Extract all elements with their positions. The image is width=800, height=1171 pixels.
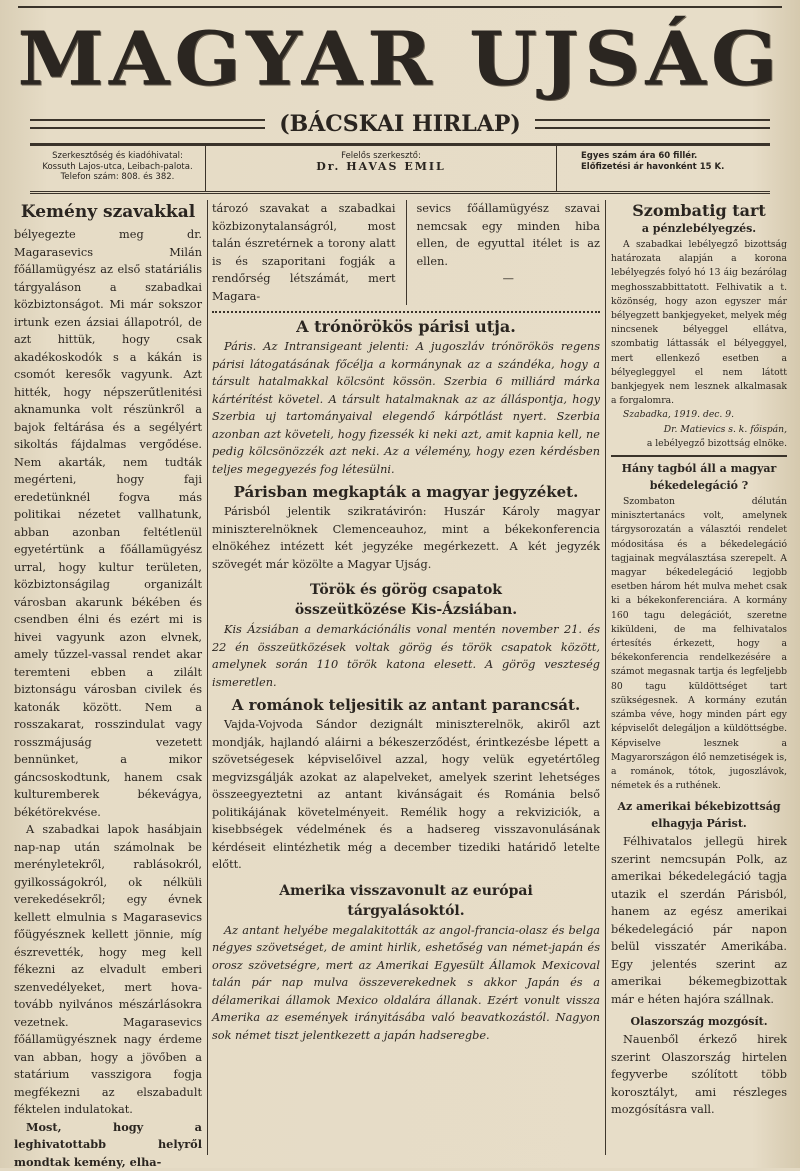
top-rule <box>18 6 782 8</box>
article-amerika: Az antant helyébe megalakitották az angol-francia-olasz és belga négyes szövetséget, de amint hirlik, eshetőség van német-japán és orosz szövetségre, mert az Amerikai Egyesült Államok Mexicoval talán pár nap mulva összeverekednek s akkor Japán és a délamerikai államok Mexico oldalára állanak. Ezért vonult vissza Amerika az események irányitásába való beavatkozástól. Nagyon sok német tiszt jelentkezett a japán hadseregbe. <box>212 922 600 1045</box>
article-szombatig-sign-2: a lebélyegző bizottság elnöke. <box>611 437 787 451</box>
editor-info <box>205 146 557 191</box>
subtitle-rule-left <box>30 119 265 129</box>
office-info <box>30 146 205 191</box>
headline-szombatig: Szombatig tart <box>611 200 787 221</box>
masthead-title: MAGYAR UJSÁG <box>17 16 782 102</box>
headline-torok-1: Török és görög csapatok <box>212 581 600 599</box>
article-amerikai: Félhivatalos jellegü hirek szerint nemcsupán Polk, az amerikai békedelegáció tagja utazik el szerdán Párisból, hanem az egész amerikai békedelegáció pár napon belül visszatér Amerikába. Egy jelentés szerint az amerikai békemegbizottak már e héten hajóra szállnak. <box>611 833 787 1008</box>
col3-top-text: sevics főállamügyész szavai nemcsak egy minden hiba ellen, de egyuttal itélet is az ellen. <box>416 200 600 270</box>
headline-kemeny: Kemény szavakkal <box>14 202 202 223</box>
headline-olaszorszag: Olaszország mozgósít. <box>611 1014 787 1029</box>
subscription: Előfizetési ár havonként 15 K. <box>581 162 770 173</box>
inner-rule <box>406 200 407 305</box>
headline-hany-tagbol-2: békedelegáció ? <box>611 478 787 493</box>
office-title: Szerkesztőség és kiadóhivatal: <box>30 151 205 162</box>
column-rule-4 <box>605 200 606 1155</box>
col1-paragraph-3: Most, hogy a leghivatottabb helyről mondtak kemény, elha- <box>14 1119 202 1171</box>
article-szombatig-place: Szabadka, 1919. dec. 9. <box>611 408 787 422</box>
info-bar <box>30 143 770 194</box>
article-tronorokos: Páris. Az Intransigeant jelenti: A jugoszláv trónörökös regens párisi látogatásának főcélja a kormánynak az a szándéka, hogy a társult hatalmakkal kölcsönt kössön. Szerbia 6 milliárd márka kártérítést követel. A társult hatalmaknak az az álláspontja, hogy Szerbia uj tartományaival elegendő kárpótlást nyert. Szerbia azonban azt követeli, hogy fizessék ki neki azt, amit kapnia kell, ne pedig kölcsönözzék azt neki. Az a vélemény, hogy ezen kérdésben teljes megegyezés fog létesülni. <box>212 338 600 478</box>
price-info <box>557 146 770 191</box>
subhead-penzlebelyegzes: a pénzlebélyegzés. <box>611 221 787 236</box>
column-4 <box>611 200 787 1119</box>
price: Egyes szám ára 60 fillér. <box>581 151 770 162</box>
headline-amerika-2: tárgyalásoktól. <box>212 902 600 920</box>
masthead <box>25 18 775 100</box>
subtitle-rule-right <box>535 119 770 129</box>
headline-torok-2: összeütközése Kis-Ázsiában. <box>212 601 600 619</box>
headline-amerikai-2: elhagyja Párist. <box>611 816 787 831</box>
masthead-subtitle: (BÁCSKAI HIRLAP) <box>265 111 535 137</box>
middle-columns <box>212 200 600 1044</box>
office-phone: Telefon szám: 808. és 382. <box>30 172 205 183</box>
editor-title: Felelős szerkesztő: <box>206 151 556 162</box>
subtitle-row <box>30 110 770 138</box>
column-1 <box>14 200 202 1171</box>
article-parisban: Párisból jelentik szikratávirón: Huszár Károly magyar miniszterelnöknek Clemenceauhoz, mint a békekonferencia elnökéhez intézett két jegyzéke megérkezett. A két jegyzék szövegét már közölte a Magyar Ujság. <box>212 503 600 573</box>
article-szombatig: A szabadkai lebélyegző bizottság határozata alapján a korona lebélyegzés folyó hó 13 áig bezárólag meghosszabbittatott. Felhivatik a t. közönség, hogy azon egyszer már bélyegzett bankjegyeket, melyek még nincsenek bélyeggel ellátva, szombatig láttassák el bélyeggyel, mert ellenkező esetben a bélyegleggyel el nem látott bankjegyek nem lesznek alkalmasak a forgalomra. <box>611 238 787 408</box>
col1-paragraph-1: bélyegezte meg dr. Magarasevics Milán főállamügyész az első statáriális tárgyaláson a szabadkai közbiztonságot. Mi már sokszor irtunk ezen ázsiai állapotról, de azt hittük, hogy csak akadékoskodók s a kákán is csomót keresők vagyunk. Azt hitték, hogy népszerűtlenitési aknamunka volt részünkről a bajok feltárása és a segélyért sikoltás fájdalmas vergődése. Nem akarták, nem tudták megérteni, hogy faji eredetünknél fogva más politikai nézetet vallhatunk, abban azonban feltétlenül egyetértünk a főállamügyész urral, hogy kultur területen, közbiztonságilag organizált városban akarunk békében és csendben élni és ezért mi is hivei vagyunk azon elvnek, amely tűzzel-vassal rendet akar teremteni ebben a zilált biztonságu városban civilek és katonák között. Nem a rosszakarat, rosszindulat vagy rosszmájuság vezetett bennünket, a mikor gáncsoskodtunk, hanem csak kulturemberek békevágya, békétörekvése. <box>14 226 202 821</box>
column-rule-1 <box>207 200 208 1155</box>
article-olaszorszag: Nauenből érkező hirek szerint Olaszország hirtelen fegyverbe szólított több korosztályt, ami részleges mozgósításra vall. <box>611 1031 787 1119</box>
col2-top-text: tározó szavakat a szabadkai közbizonytalanságról, most talán észretérnek a torony alatt is és szaporitani fogják a rendőrség létszámát, mert Magara- <box>212 200 396 305</box>
headline-hany-tagbol-1: Hány tagból áll a magyar <box>611 461 787 476</box>
article-szombatig-sign-1: Dr. Matievics s. k. főispán, <box>611 423 787 437</box>
headline-romanok: A románok teljesitik az antant parancsát. <box>212 696 600 714</box>
headline-amerika-1: Amerika visszavonult az európai <box>212 882 600 900</box>
editor-name: Dr. HAVAS EMIL <box>206 162 556 173</box>
dotted-rule <box>212 311 600 313</box>
col4-rule-1 <box>611 455 787 457</box>
top-continuation <box>212 200 600 305</box>
col1-paragraph-2: A szabadkai lapok hasábjain nap-nap után számolnak be merényletekről, rablásokról, gyilkosságokról, ok nélküli verekedésekről; egy évnek kellett elmulnia s Magarasevics főügyésznek kellett jönnie, míg észrevették, hogy meg kell fékezni az elvadult emberi szenvedélyeket, mert hova-tovább nyilvános mészárlásokra vezetnek. Magarasevics főállamügyésznek nagy érdeme van abban, hogy a jövőben a statárium vasszigora fogja megfékezni az elszabadult féktelen indulatokat. <box>14 821 202 1119</box>
article-hany-tagbol: Szombaton délután minisztertanács volt, amelynek tárgysorozatán a választói rendelet módositása és a békedelegáció tagjainak megválasztása szerepelt. A magyar békedelegáció legjobb esetben három hét mulva mehet csak ki a békekonferenciára. A kormány 160 tagu delegációt, szeretne kiküldeni, de ma felhivatalos értesítés érkezett, hogy a békekonferencia rendelkezésére a számot megasnak tartja és legfeljebb 80 tagu küldöttséget tart szükségesnek. A kormány ezután számba véve, hogy minden párt egy képviselőt delegáljon a küldöttségbe. Képviselve lesznek a Magyarországon élő nemzetiségek is, a románok, tótok, jugoszlávok, németek és a ruthének. <box>611 495 787 793</box>
headline-parisban: Párisban megkapták a magyar jegyzéket. <box>212 483 600 501</box>
article-romanok: Vajda-Vojvoda Sándor dezignált miniszterelnök, akiről azt mondják, hajlandó aláirni a békeszerződést, érintkezésbe lépett a szövetségesek képviselőivel azzal, hogy velük egyetértőleg megvizsgálják azokat az alapelveket, amelyek szerint lehetséges összeegyeztetni az antant kivánságait és Románia belső politikájának követelményeit. Remélik hogy a rekviziciók, a kisebbségek védelmének és a hadsereg visszavonulásának kérdéseit elintézhetik még a december tizediki határidő letelte előtt. <box>212 716 600 874</box>
headline-amerikai-1: Az amerikai békebizottság <box>611 799 787 814</box>
article-torok: Kis Ázsiában a demarkációnális vonal mentén november 21. és 22 én összeütközések voltak görög és török csapatok között, amelynek során 110 török katona elesett. A görög veszteség ismeretlen. <box>212 621 600 691</box>
office-address: Kossuth Lajos-utca, Leibach-palota. <box>30 162 205 173</box>
col3-dash: — <box>416 270 600 288</box>
headline-tronorokos: A trónörökös párisi utja. <box>212 318 600 336</box>
